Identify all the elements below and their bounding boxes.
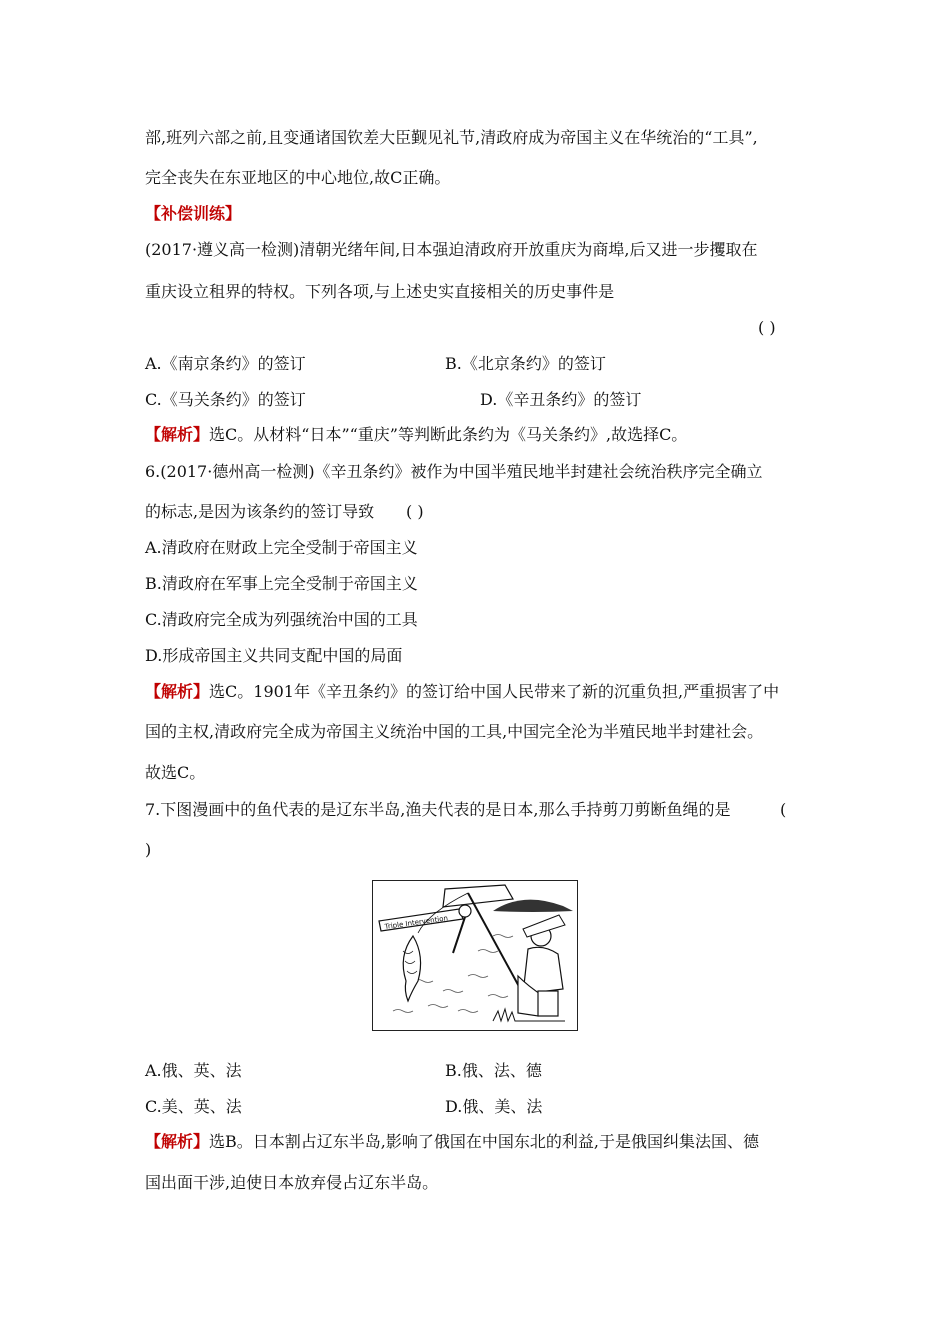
analysis-tag: 【解析】	[145, 425, 210, 444]
supplement-tag: 【补偿训练】	[145, 204, 242, 223]
q7-option-b: B.俄、法、德	[445, 1061, 542, 1080]
supplement-option-c: C.《马关条约》的签订	[145, 390, 306, 409]
q6-option-c: C.清政府完全成为列强统治中国的工具	[145, 610, 418, 629]
prev-answer-line-1: 部,班列六部之前,且变通诸国钦差大臣觐见礼节,清政府成为帝国主义在华统治的“工具”,	[145, 128, 758, 147]
scissors-arm	[443, 885, 513, 907]
supplement-question-line-2: 重庆设立租界的特权。下列各项,与上述史实直接相关的历史事件是	[145, 282, 615, 301]
q6-line-1: 6.(2017·德州高一检测)《辛丑条约》被作为中国半殖民地半封建社会统治秩序完全确立	[145, 462, 763, 481]
q6-option-a: A.清政府在财政上完全受制于帝国主义	[145, 538, 418, 557]
q7-line-1: 7.下图漫画中的鱼代表的是辽东半岛,渔夫代表的是日本,那么手持剪刀剪断鱼绳的是	[145, 800, 731, 819]
q7-analysis-line-1	[145, 1132, 759, 1152]
stool	[538, 991, 558, 1016]
analysis-text: 选C。1901年《辛丑条约》的签订给中国人民带来了新的沉重负担,严重损害了中	[209, 682, 780, 701]
q7-option-c: C.美、英、法	[145, 1097, 242, 1116]
q6-answer-blank: ( )	[406, 502, 424, 521]
q7-paren-open: (	[780, 800, 787, 819]
fish	[403, 936, 420, 1001]
prev-answer-line-2: 完全丧失在东亚地区的中心地位,故C正确。	[145, 168, 451, 187]
supplement-question-line-1: (2017·遵义高一检测)清朝光绪年间,日本强迫清政府开放重庆为商埠,后又进一步攫取在	[145, 240, 758, 259]
q7-option-a: A.俄、英、法	[145, 1061, 242, 1080]
fisherman-cartoon	[373, 881, 576, 1029]
analysis-tag: 【解析】	[145, 1132, 210, 1151]
q7-paren-close: )	[145, 840, 152, 859]
q6-option-d: D.形成帝国主义共同支配中国的局面	[145, 646, 403, 665]
q7-option-d: D.俄、美、法	[445, 1097, 543, 1116]
analysis-tag: 【解析】	[145, 682, 210, 701]
supplement-option-d: D.《辛丑条约》的签订	[480, 390, 642, 409]
banner-label: Triple Intervention	[384, 914, 449, 931]
q6-analysis-line-2: 国的主权,清政府完全成为帝国主义统治中国的工具,中国完全沦为半殖民地半封建社会。	[145, 722, 764, 741]
supplement-answer-blank: ( )	[758, 318, 776, 337]
q6-analysis-line-3: 故选C。	[145, 763, 206, 782]
supplement-analysis	[145, 425, 687, 445]
cartoon-figure	[372, 880, 578, 1031]
supplement-option-b: B.《北京条约》的签订	[445, 354, 606, 373]
scissors-blade	[453, 917, 465, 953]
q6-option-b: B.清政府在军事上完全受制于帝国主义	[145, 574, 418, 593]
supplement-option-a: A.《南京条约》的签订	[145, 354, 306, 373]
analysis-text: 选B。日本割占辽东半岛,影响了俄国在中国东北的利益,于是俄国纠集法国、德	[209, 1132, 759, 1151]
distant-land	[493, 900, 573, 912]
q6-line-2: 的标志,是因为该条约的签订导致	[145, 502, 375, 521]
q6-analysis-line-1	[145, 682, 779, 702]
analysis-text: 选C。从材料“日本”“重庆”等判断此条约为《马关条约》,故选择C。	[209, 425, 688, 444]
q7-analysis-line-2: 国出面干涉,迫使日本放弃侵占辽东半岛。	[145, 1173, 439, 1192]
